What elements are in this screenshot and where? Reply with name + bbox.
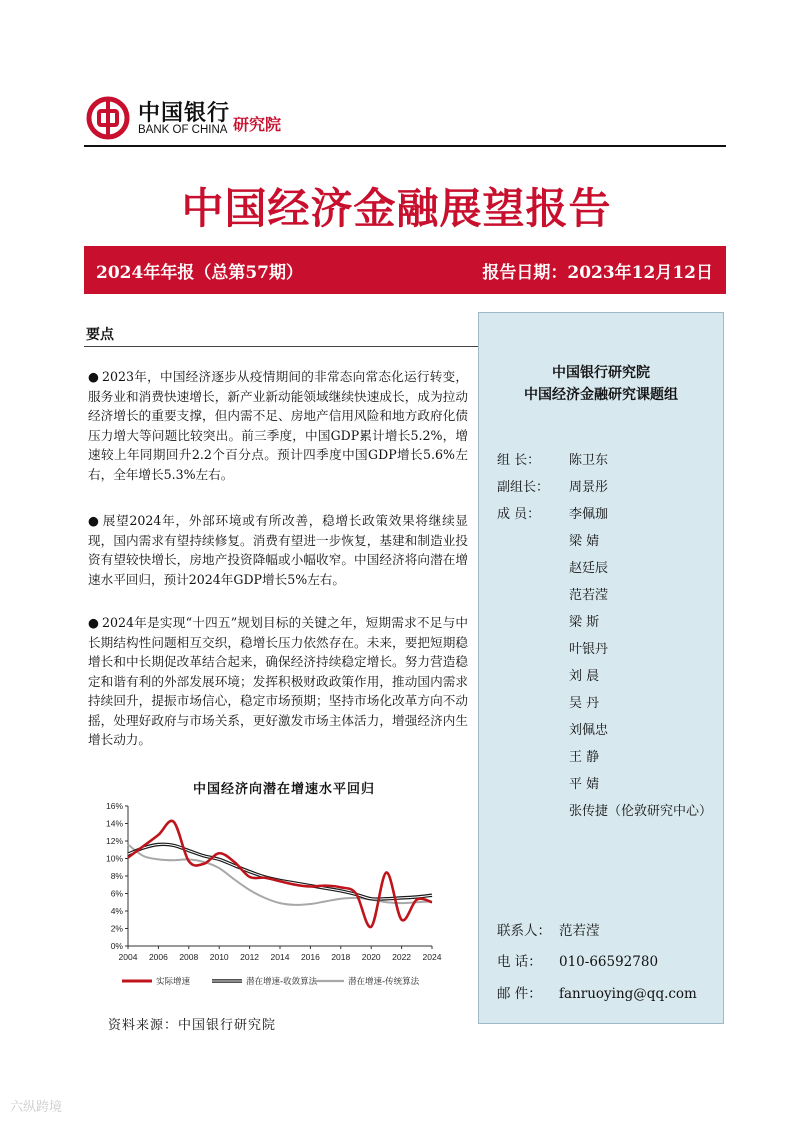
team-member: 李佩珈: [569, 507, 609, 522]
team-member: 刘佩忠: [569, 723, 609, 738]
brand-name-cn: 中国银行: [138, 100, 231, 126]
key-point-item: [88, 367, 468, 484]
team-member: 范若滢: [569, 588, 609, 603]
x-tick-label: 2004: [118, 952, 138, 962]
legend-label: 实际增速: [156, 977, 191, 987]
team-member: 吴 丹: [569, 696, 600, 711]
y-tick-label: 12%: [105, 836, 123, 846]
panel-org-line2: 中国经济金融研究课题组: [524, 387, 678, 403]
chart-title: 中国经济向潜在增速水平回归: [192, 782, 375, 797]
email-address: fanruoying@qq.com: [559, 986, 697, 1002]
key-points-divider: [84, 346, 478, 347]
team-member: 赵廷辰: [569, 561, 609, 576]
x-tick-label: 2022: [392, 952, 412, 962]
header-divider: [84, 145, 726, 147]
panel-org: [478, 362, 724, 406]
team-members-row: [497, 503, 567, 523]
team-deputy: 周景彤: [569, 480, 609, 495]
x-tick-label: 2016: [300, 952, 320, 962]
contact-label: 联系人：: [497, 923, 551, 939]
team-member: 刘 晨: [569, 669, 600, 684]
team-member: 平 婧: [569, 777, 600, 792]
x-tick-label: 2008: [179, 952, 199, 962]
bank-logo-icon: [86, 96, 130, 140]
leader-label: 组 长：: [497, 453, 541, 468]
team-deputy-row: [497, 476, 567, 496]
issue-label: 2024年年报（总第57期）: [96, 263, 303, 283]
x-tick-label: 2018: [331, 952, 351, 962]
report-date: 报告日期：2023年12月12日: [482, 263, 713, 283]
email-label: 邮 件：: [497, 986, 542, 1002]
y-tick-label: 2%: [110, 923, 123, 934]
team-member: 梁 斯: [569, 615, 600, 630]
series-line: [128, 821, 432, 927]
team-member: 王 静: [569, 750, 600, 765]
phone-row: [497, 950, 658, 970]
bullet-icon: ●: [88, 615, 99, 630]
deputy-label: 副组长：: [497, 480, 550, 495]
y-tick-label: 8%: [110, 871, 123, 881]
key-point-text: 2024年是实现“十四五”规划目标的关键之年，短期需求不足与中长期结构性问题相互交织，稳增长压力依然存在。未来，要把短期稳增长和中长期促改革结合起来，确保经济持续稳定增长。努力营造稳定和谐有利的外部发展环境；发挥积极财政政策作用，推动国内需求持续回升，提振市场信心，稳定市场预期；坚持市场化改革方向不动摇，处理好政府与市场关系，更好激发市场主体活力，增强经济内生增长动力。: [88, 615, 468, 747]
phone-label: 电 话：: [497, 954, 542, 970]
legend-label: 潜在增速-收敛算法: [246, 977, 318, 987]
y-tick-label: 0%: [110, 941, 123, 951]
x-tick-label: 2020: [361, 952, 381, 962]
contact-name: 范若滢: [559, 923, 600, 939]
series-line: [128, 845, 432, 905]
team-leader-row: [497, 449, 567, 469]
y-tick-label: 14%: [105, 818, 123, 829]
x-tick-label: 2010: [209, 952, 229, 962]
bullet-icon: ●: [88, 369, 99, 384]
growth-line-chart: [92, 796, 444, 996]
key-point-text: 2023年，中国经济逐步从疫情期间的非常态向常态化运行转变，服务业和消费快速增长，新产业新动能领域继续快速成长，成为拉动经济增长的重要支撑，但内需不足、房地产信用风险和地方政府化债压力增大等问题比较突出。前三季度，中国GDP累计增长5.2%，增速较上年同期回升2.2个百分点。预计四季度中国GDP增长5.6%左右，全年增长5.3%左右。: [88, 369, 468, 482]
x-tick-label: 2014: [270, 952, 290, 962]
team-panel: [478, 312, 724, 1024]
key-point-text: 展望2024年，外部环境或有所改善，稳增长政策效果将继续显现，国内需求有望持续修复。消费有望进一步恢复，基建和制造业投资有望较快增长，房地产投资降幅或小幅收窄。中国经济将向潜在增速水平回归，预计2024年GDP增长5%左右。: [88, 513, 468, 587]
x-tick-label: 2006: [148, 952, 168, 962]
team-member: 叶银丹: [569, 642, 609, 657]
key-points-heading: 要点: [86, 327, 114, 343]
y-tick-label: 10%: [105, 853, 123, 864]
panel-org-line1: 中国银行研究院: [552, 365, 650, 381]
watermark: 六纵跨境: [10, 1100, 63, 1115]
x-tick-label: 2024: [422, 952, 442, 962]
bullet-icon: ●: [88, 513, 99, 528]
contact-row: [497, 919, 600, 939]
team-member: 梁 婧: [569, 534, 600, 549]
key-point-item: [88, 613, 468, 750]
team-member: 张传捷（伦敦研究中心）: [569, 804, 713, 819]
report-title: 中国经济金融展望报告: [181, 184, 612, 233]
y-tick-label: 6%: [110, 888, 123, 899]
brand-name-en: BANK OF CHINA: [138, 124, 228, 136]
x-tick-label: 2012: [240, 952, 260, 962]
y-tick-label: 4%: [110, 906, 123, 916]
legend-label: 潜在增速-传统算法: [348, 977, 420, 987]
email-row: [497, 982, 697, 1002]
institute-label: 研究院: [233, 115, 282, 134]
y-tick-label: 16%: [105, 801, 123, 811]
source-note: 资料来源：中国银行研究院: [108, 1018, 277, 1033]
phone-number: 010-66592780: [559, 954, 659, 970]
key-point-item: [88, 511, 468, 589]
team-leader: 陈卫东: [569, 453, 609, 468]
members-label: 成 员：: [497, 507, 541, 522]
